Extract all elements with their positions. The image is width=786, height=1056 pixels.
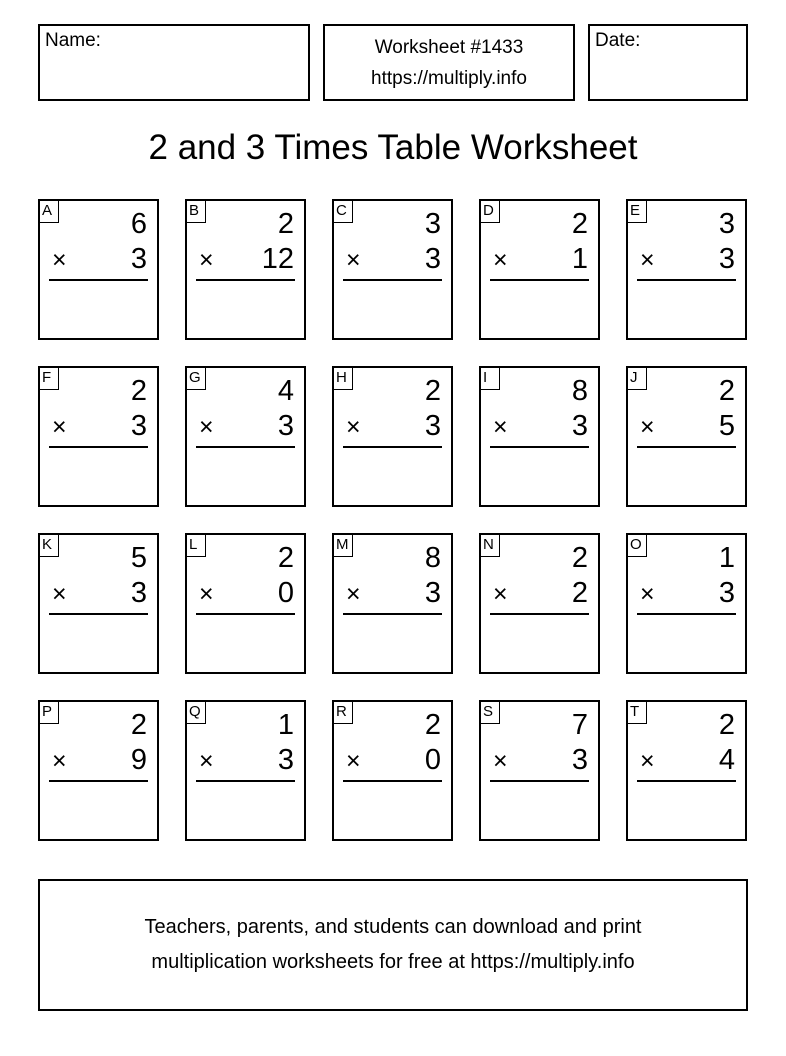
multiplier: 3 [424,243,441,275]
problem-card-t [626,700,747,841]
worksheet-info-box [323,24,575,101]
problem-card-o [626,533,747,674]
problem-card-a [38,199,159,340]
times-sign: × [493,246,508,274]
problem-letter: S [481,702,500,724]
problem-letter: N [481,535,500,557]
times-sign: × [52,246,67,274]
problem-letter: K [40,535,59,557]
times-sign: × [640,747,655,775]
answer-line [343,613,442,615]
answer-line [343,780,442,782]
problem-letter: R [334,702,353,724]
multiplier: 3 [277,744,294,776]
problem-card-s [479,700,600,841]
multiplicand: 5 [130,542,147,574]
answer-line [343,279,442,281]
times-sign: × [346,246,361,274]
times-sign: × [52,580,67,608]
answer-line [196,613,295,615]
multiplier: 3 [718,243,735,275]
multiplier: 4 [718,744,735,776]
answer-line [637,613,736,615]
problem-letter: Q [187,702,206,724]
problem-card-p [38,700,159,841]
multiplicand: 7 [571,709,588,741]
multiplier: 12 [261,243,294,275]
problem-card-l [185,533,306,674]
multiplicand: 2 [130,375,147,407]
multiplier: 5 [718,410,735,442]
problem-card-n [479,533,600,674]
answer-line [637,279,736,281]
times-sign: × [199,246,214,274]
multiplier: 0 [277,577,294,609]
answer-line [196,446,295,448]
times-sign: × [199,580,214,608]
multiplier: 2 [571,577,588,609]
answer-line [490,446,589,448]
times-sign: × [493,747,508,775]
multiplicand: 1 [718,542,735,574]
problem-card-j [626,366,747,507]
name-label: Name: [45,30,101,51]
problem-letter: B [187,201,206,223]
multiplicand: 2 [277,542,294,574]
date-field-box [588,24,748,101]
times-sign: × [640,413,655,441]
problem-letter: H [334,368,353,390]
multiplicand: 3 [424,208,441,240]
problem-card-g [185,366,306,507]
multiplier: 3 [130,410,147,442]
problem-card-f [38,366,159,507]
problem-card-r [332,700,453,841]
multiplicand: 2 [718,375,735,407]
answer-line [490,279,589,281]
multiplier: 3 [718,577,735,609]
problem-card-m [332,533,453,674]
times-sign: × [52,413,67,441]
page-title: 2 and 3 Times Table Worksheet [148,128,638,167]
times-sign: × [346,413,361,441]
multiplier: 3 [571,744,588,776]
multiplier: 3 [277,410,294,442]
times-sign: × [640,246,655,274]
problem-letter: T [628,702,647,724]
problem-letter: M [334,535,353,557]
problem-letter: L [187,535,206,557]
multiplicand: 2 [718,709,735,741]
multiplier: 3 [130,243,147,275]
times-sign: × [640,580,655,608]
answer-line [343,446,442,448]
times-sign: × [52,747,67,775]
problem-letter: E [628,201,647,223]
problem-card-b [185,199,306,340]
site-url: https://multiply.info [371,68,527,89]
answer-line [49,279,148,281]
multiplier: 3 [424,577,441,609]
times-sign: × [199,413,214,441]
times-sign: × [493,580,508,608]
answer-line [490,780,589,782]
times-sign: × [199,747,214,775]
problem-card-q [185,700,306,841]
problem-card-c [332,199,453,340]
problem-card-k [38,533,159,674]
problem-card-e [626,199,747,340]
problem-letter: I [481,368,500,390]
times-sign: × [346,580,361,608]
problem-letter: G [187,368,206,390]
multiplicand: 2 [571,542,588,574]
answer-line [490,613,589,615]
multiplicand: 8 [571,375,588,407]
multiplicand: 4 [277,375,294,407]
multiplier: 0 [424,744,441,776]
answer-line [637,446,736,448]
footer-box [38,879,748,1011]
multiplicand: 8 [424,542,441,574]
multiplicand: 3 [718,208,735,240]
problem-letter: D [481,201,500,223]
multiplicand: 6 [130,208,147,240]
multiplicand: 2 [424,709,441,741]
problem-letter: C [334,201,353,223]
problem-card-d [479,199,600,340]
problem-letter: F [40,368,59,390]
multiplicand: 2 [277,208,294,240]
times-sign: × [493,413,508,441]
problem-letter: O [628,535,647,557]
footer-line-2: multiplication worksheets for free at https://multiply.info [151,951,635,973]
problem-card-h [332,366,453,507]
problem-letter: A [40,201,59,223]
multiplicand: 1 [277,709,294,741]
answer-line [196,780,295,782]
multiplicand: 2 [130,709,147,741]
multiplier: 3 [571,410,588,442]
multiplicand: 2 [571,208,588,240]
answer-line [49,613,148,615]
multiplicand: 2 [424,375,441,407]
answer-line [49,446,148,448]
date-label: Date: [595,30,641,51]
multiplier: 1 [571,243,588,275]
problem-letter: J [628,368,647,390]
answer-line [637,780,736,782]
multiplier: 9 [130,744,147,776]
name-field-box [38,24,310,101]
times-sign: × [346,747,361,775]
multiplier: 3 [424,410,441,442]
answer-line [196,279,295,281]
problem-letter: P [40,702,59,724]
worksheet-number: Worksheet #1433 [374,37,524,58]
problem-card-i [479,366,600,507]
answer-line [49,780,148,782]
multiplier: 3 [130,577,147,609]
footer-line-1: Teachers, parents, and students can download and print [144,916,642,938]
